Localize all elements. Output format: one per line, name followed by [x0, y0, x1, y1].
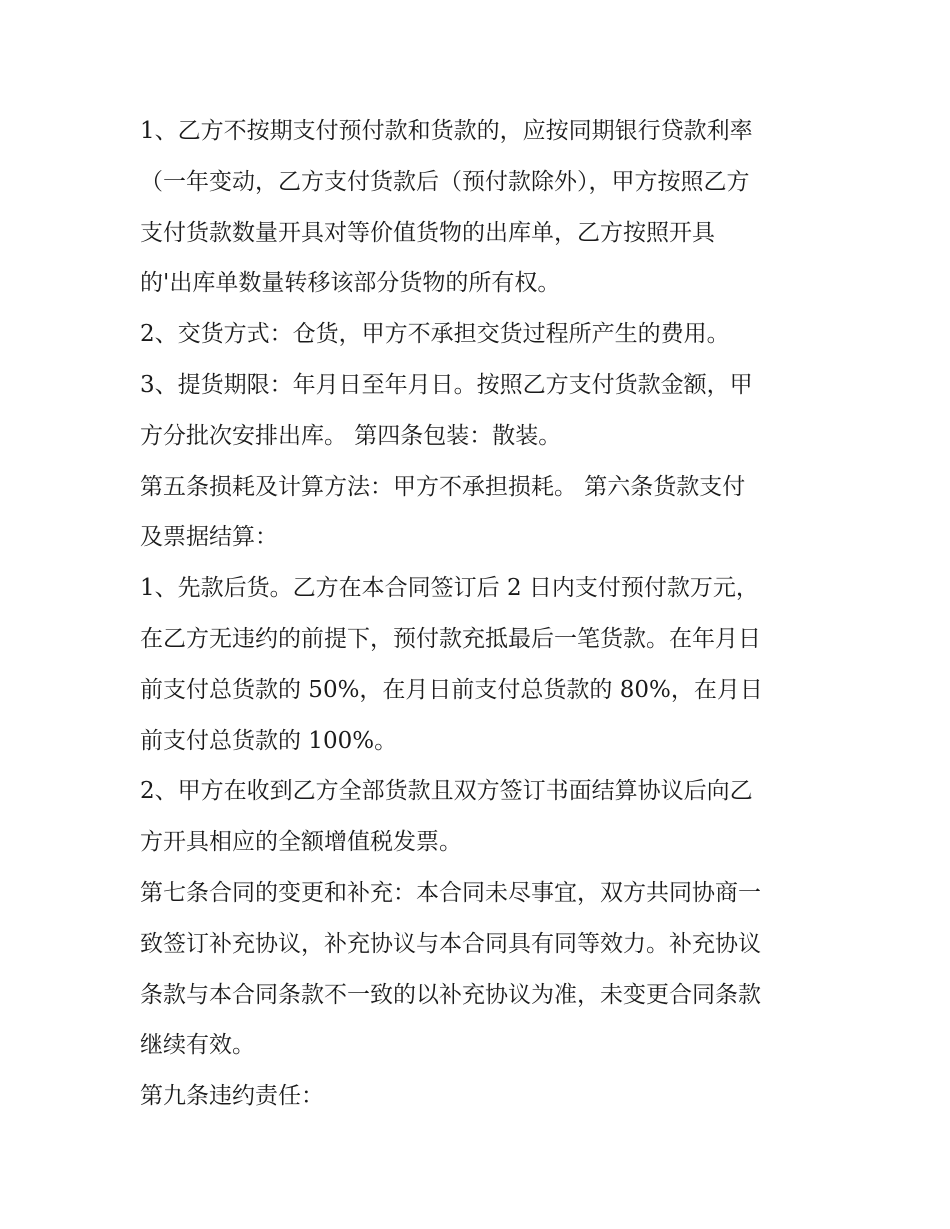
text-line: 的'出库单数量转移该部分货物的所有权。 — [140, 270, 561, 297]
text-line: 前支付总货款的 50%，在月日前支付总货款的 80%，在月日 — [140, 676, 763, 703]
text-line: 支付货款数量开具对等价值货物的出库单，乙方按照开具 — [140, 219, 715, 246]
text-line: 条款与本合同条款不一致的以补充协议为准，未变更合同条款 — [140, 981, 761, 1008]
text-line: 1、先款后货。乙方在本合同签订后 2 日内支付预付款万元， — [140, 575, 759, 602]
text-line: 第九条违约责任： — [140, 1083, 324, 1110]
text-line: 3、提货期限：年月日至年月日。按照乙方支付货款金额，甲 — [140, 371, 753, 398]
text-line: 方开具相应的全额增值税发票。 — [140, 829, 462, 856]
text-line: 在乙方无违约的前提下，预付款充抵最后一笔货款。在年月日 — [140, 625, 761, 652]
text-line: 第五条损耗及计算方法：甲方不承担损耗。 第六条货款支付 — [140, 473, 746, 500]
text-line: 前支付总货款的 100%。 — [140, 727, 398, 754]
text-line: 2、交货方式：仓货，甲方不承担交货过程所产生的费用。 — [140, 321, 730, 348]
text-line: 继续有效。 — [140, 1032, 255, 1059]
text-line: 2、甲方在收到乙方全部货款且双方签订书面结算协议后向乙 — [140, 778, 753, 805]
text-line: 方分批次安排出库。 第四条包装：散装。 — [140, 422, 562, 449]
text-line: 第七条合同的变更和补充：本合同未尽事宜，双方共同协商一 — [140, 879, 761, 906]
text-line: 及票据结算： — [140, 524, 278, 551]
document-body — [140, 106, 820, 1122]
text-line: 致签订补充协议，补充协议与本合同具有同等效力。补充协议 — [140, 930, 761, 957]
text-line: 1、乙方不按期支付预付款和货款的，应按同期银行贷款利率 — [140, 118, 753, 144]
text-line: （一年变动，乙方支付货款后（预付款除外），甲方按照乙方 — [140, 168, 750, 195]
